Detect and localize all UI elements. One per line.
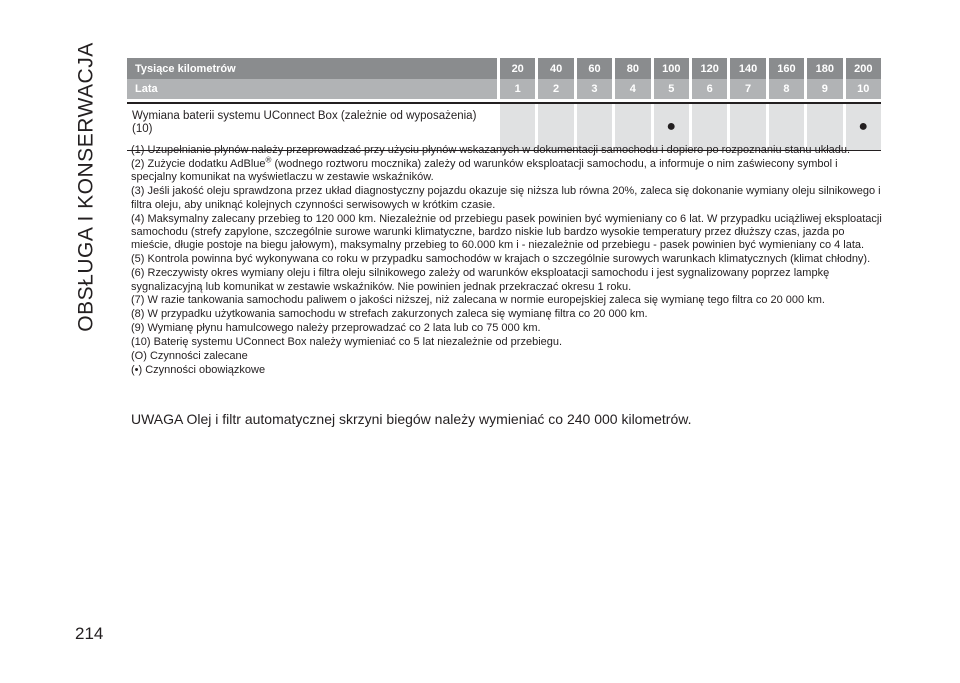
chapter-side-title xyxy=(72,42,102,332)
footnote xyxy=(131,155,883,185)
warning-note: UWAGA Olej i filtr automatycznej skrzyni biegów należy wymieniać co 240 000 kilometrów. xyxy=(131,411,692,427)
km-header-cell: 140 xyxy=(727,58,765,79)
footnote-text: (wodnego roztworu mocznika) zależy od warunków eksploatacji samochodu, a informuje o nim zaświecony symbol i specjalny komunikat na wyświetlaczu w zestawie wskaźników. xyxy=(131,157,838,184)
footnote: (3) Jeśli jakość oleju sprawdzona przez układ diagnostyczny pojazdu okazuje się niższa lub równa 20%, zaleca się dokonanie wymiany oleju silnikowego i filtra oleju, aby uniknąć kolejnych czynności serwisowych w krótkim czasie. xyxy=(131,185,881,211)
km-header-cell: 80 xyxy=(612,58,650,79)
footnote: (7) W razie tankowania samochodu paliwem o jakości niższej, niż zalecana w normie europejskiej zaleca się wymianę tego filtra co 20 000 km. xyxy=(131,294,825,307)
footnote: (4) Maksymalny zalecany przebieg to 120 000 km. Niezależnie od przebiegu pasek powinien być wymieniany co 6 lat. W przypadku uciążliwej eksploatacji samochodu (strefy zapylone, szczególnie surowe warunki klimatyczne, bardzo niskie lub bardzo wysokie temperatury przez dłuższy czas, jazda po mieście, długie postoje na biegu jałowym), maksymalny przebieg to 60.000 km i - niezależnie od przebiegu - pasek powinien być wymieniany co 4 lata. xyxy=(131,212,882,252)
km-header-cell: 100 xyxy=(651,58,689,79)
km-header-cell: 200 xyxy=(843,58,881,79)
year-header-cell: 1 xyxy=(497,79,535,99)
years-label: Lata xyxy=(127,79,497,99)
legend-recommended: (O) Czynności zalecane xyxy=(131,350,248,363)
row-description-note-ref: (10) xyxy=(132,123,153,135)
footnote-text: (2) Zużycie dodatku AdBlue xyxy=(131,157,266,170)
year-header-cell: 10 xyxy=(843,79,881,99)
chapter-side-title-text: OBSŁUGA I KONSERWACJA xyxy=(75,42,98,332)
km-header-cell: 180 xyxy=(804,58,842,79)
footnote: (5) Kontrola powinna być wykonywana co roku w przypadku samochodów w krajach o szczególnie surowych warunkach klimatycznych (klimat chłodny). xyxy=(131,253,871,266)
km-header-cell: 120 xyxy=(689,58,727,79)
footnote: (10) Baterię systemu UConnect Box należy wymieniać co 5 lat niezależnie od przebiegu. xyxy=(131,336,563,349)
kilometers-header-row xyxy=(127,58,881,79)
footnote: (6) Rzeczywisty okres wymiany oleju i filtra oleju silnikowego zależy od warunków eksploatacji samochodu i jest sygnalizowany poprzez lampkę sygnalizacyjną lub komunikat w zestawie wskaźników. Nie powinien jednak przekraczać okresu 1 roku. xyxy=(131,267,830,293)
year-header-cell: 7 xyxy=(727,79,765,99)
km-header-cell: 160 xyxy=(766,58,804,79)
km-header-cell: 40 xyxy=(535,58,573,79)
year-header-cell: 6 xyxy=(689,79,727,99)
year-header-cell: 3 xyxy=(574,79,612,99)
mandatory-dot-icon: ● xyxy=(858,118,869,135)
km-header-cell: 60 xyxy=(574,58,612,79)
km-header-cell: 20 xyxy=(497,58,535,79)
footnote: (1) Uzupełnianie płynów należy przeprowadzać przy użyciu płynów wskazanych w dokumentacji samochodu i dopiero po rozpoznaniu stanu układu. xyxy=(131,144,851,156)
year-header-cell: 5 xyxy=(651,79,689,99)
footnote: (8) W przypadku użytkowania samochodu w strefach zakurzonych zaleca się wymianę filtra co 20 000 km. xyxy=(131,308,648,321)
years-header-row xyxy=(127,79,881,99)
kilometers-label: Tysiące kilometrów xyxy=(127,58,497,79)
legend-mandatory: (•) Czynności obowiązkowe xyxy=(131,364,266,376)
year-header-cell: 2 xyxy=(535,79,573,99)
maintenance-schedule-table xyxy=(127,58,881,151)
footnotes xyxy=(131,144,883,378)
year-header-cell: 9 xyxy=(804,79,842,99)
footnote: (9) Wymianę płynu hamulcowego należy przeprowadzać co 2 lata lub co 75 000 km. xyxy=(131,322,541,335)
page-number: 214 xyxy=(75,624,104,643)
registered-mark: ® xyxy=(265,155,272,165)
year-header-cell: 4 xyxy=(612,79,650,99)
row-description-line: Wymiana baterii systemu UConnect Box (zależnie od wyposażenia) xyxy=(132,110,477,122)
year-header-cell: 8 xyxy=(766,79,804,99)
mandatory-dot-icon: ● xyxy=(666,118,677,135)
